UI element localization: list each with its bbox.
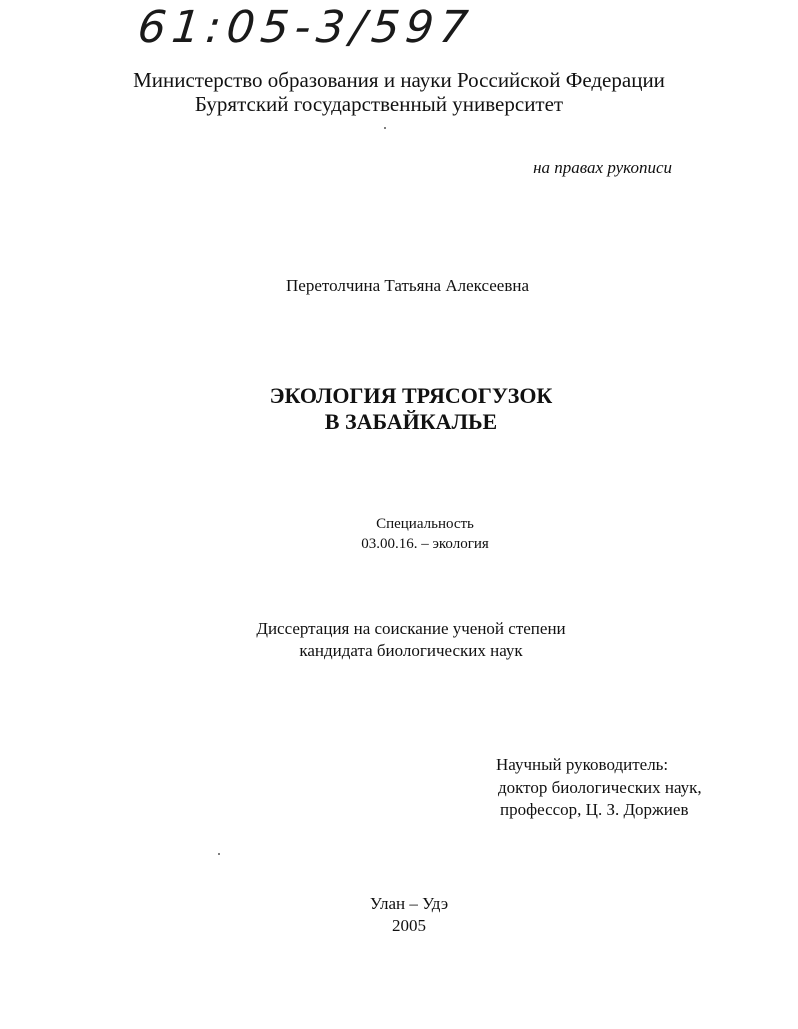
thesis-title-line-1: ЭКОЛОГИЯ ТРЯСОГУЗОК [269, 383, 553, 408]
author-name: Перетолчина Татьяна Алексеевна [286, 276, 529, 295]
specialty-label: Специальность [376, 516, 474, 532]
supervisor-label: Научный руководитель: [496, 755, 669, 774]
scan-speck [384, 127, 386, 129]
city: Улан – Удэ [369, 894, 449, 913]
supervisor-degree: доктор биологических наук, [498, 778, 702, 797]
rights-note: на правах рукописи [533, 158, 672, 177]
specialty-code: 03.00.16. – экология [361, 536, 489, 552]
dissertation-line-2: кандидата биологических наук [299, 641, 523, 660]
ministry-name: Министерство образования и науки Российской Федерации [133, 68, 665, 92]
year: 2005 [392, 916, 426, 935]
dissertation-line-1: Диссертация на соискание ученой степени [256, 619, 566, 638]
university-name: Бурятский государственный университет [194, 92, 564, 116]
thesis-title-line-2: В ЗАБАЙКАЛЬЕ [324, 409, 498, 434]
archive-stamp: 61:05-3/597 [135, 2, 477, 53]
scan-speck [218, 853, 220, 855]
supervisor-name: профессор, Ц. З. Доржиев [500, 800, 689, 819]
